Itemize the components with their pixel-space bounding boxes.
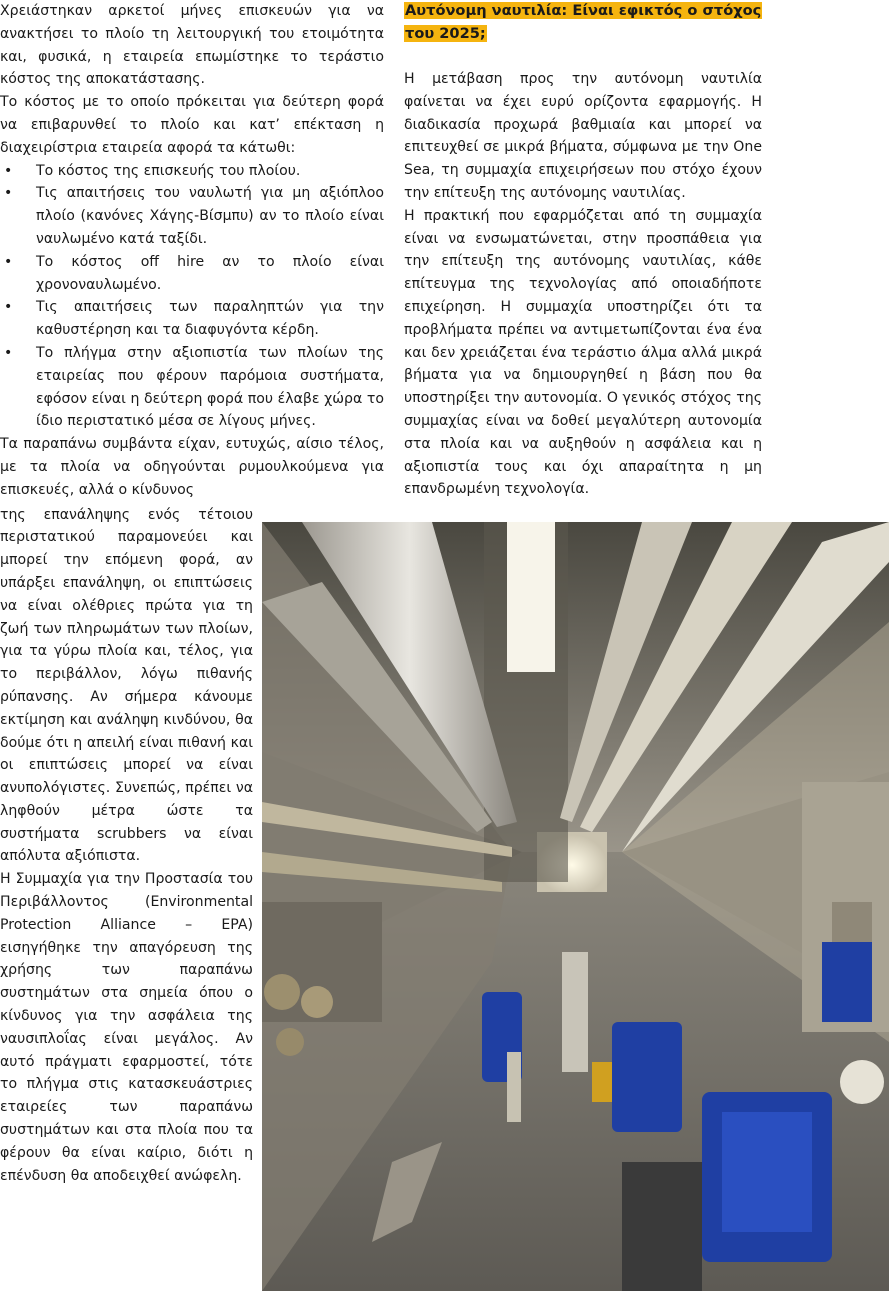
paragraph: της επανάληψης ενός τέτοιου περιστατικού παραμονεύει και μπορεί την επόμενη φορά, αν υπάρξει επανάληψη, οι επιπτώσεις να είναι ολέθριες πρώτα για τη ζωή των πληρωμάτων των πλοίων, για τα γύρω πλοία και, τέλος, για το περιβάλλον, λόγω πιθανής ρύπανσης. Αν σήμερα κάνουμε εκτίμηση και ανάληψη κινδύνου, θα δούμε ότι η απειλή είναι πιθανή και οι επιπτώσεις μπορεί να είναι ανυπολόγιστες. Συνεπώς, πρέπει να ληφθούν μέτρα ώστε τα συστήματα scrubbers να είναι απόλυτα αξιόπιστα.	[0, 506, 253, 865]
cost-list	[0, 160, 384, 434]
pump-motor	[612, 1022, 682, 1132]
paragraph: Η Συμμαχία για την Προστασία του Περιβάλλοντος (Environmental Protection Alliance – EPA) εισηγήθηκε την απαγόρευση της χρήσης των παραπάνω συστημάτων στα σημεία όπου ο κίνδυνος για την ασφάλεια της ναυσιπλοΐας είναι μεγάλος. Αν αυτό πράγματι εφαρμοστεί, τότε το πλήγμα στις κατασκευάστριες εταιρείες των παραπάνω συστημάτων και στα πλοία που τα φέρουν θα είναι καίριο, διότι η επένδυση θα αποδειχθεί ανώφελη.	[0, 871, 253, 1184]
section-heading: Αυτόνομη ναυτιλία: Είναι εφικτός ο στόχος του 2025;	[405, 2, 762, 42]
engine-room-illustration	[262, 522, 889, 1291]
list-item: • Το κόστος off hire αν το πλοίο είναι χρονοναυλωμένο.	[0, 251, 384, 297]
list-item: • Τις απαιτήσεις των παραληπτών για την καθυστέρηση και τα διαφυγόντα κέρδη.	[0, 296, 384, 342]
list-item: • Το κόστος της επισκευής του πλοίου.	[0, 160, 384, 183]
paragraph: Τα παραπάνω συμβάντα είχαν, ευτυχώς, αίσιο τέλος, με τα πλοία να οδηγούνται ρυμουλκούμενα για επισκευές, αλλά ο κίνδυνος	[0, 436, 384, 498]
engine-room-photo	[262, 522, 889, 1291]
section-heading-wrap	[404, 0, 762, 46]
right-column	[404, 0, 762, 501]
paragraph: Η πρακτική που εφαρμόζεται από τη συμμαχία είναι να ενσωματώνεται, στην προσπάθεια για την επίτευξη της αυτόνομης ναυτιλίας, κάθε επίτευγμα της τεχνολογίας από οποιαδήποτε επιχείρηση. Η συμμαχία υποστηρίζει ότι τα προβλήματα πρέπει να αντιμετωπίζονται ένα ένα και δεν χρειάζεται ένα τεράστιο άλμα αλλά μικρά βήματα για να δημιουργηθεί η βάση που θα υποστηρίξει την αυτονομία. Ο γενικός στόχος της συμμαχίας είναι να δοθεί μεγαλύτερη αυτονομία στα πλοία και να αυξηθούν η ασφάλεια και η αξιοπιστία τους και όχι απαραίτητα η μη επανδρωμένη τεχνολογία.	[404, 207, 762, 498]
paragraph: Χρειάστηκαν αρκετοί μήνες επισκευών για να ανακτήσει το πλοίο τη λειτουργική του ετοιμότητα και, φυσικά, η εταιρεία επωμίστηκε το τεράστιο κόστος της αποκατάστασης.	[0, 3, 384, 88]
list-item: • Το πλήγμα στην αξιοπιστία των πλοίων της εταιρείας που φέρουν παρόμοια συστήματα, εφόσον είναι η δεύτερη φορά που έλαβε χώρα το ίδιο περιστατικό μέσα σε λίγους μήνες.	[0, 342, 384, 433]
paragraph: Το κόστος με το οποίο πρόκειται για δεύτερη φορά να επιβαρυνθεί το πλοίο και κατ’ επέκταση η διαχειρίστρια εταιρεία αφορά τα κάτωθι:	[0, 94, 384, 156]
list-item: • Τις απαιτήσεις του ναυλωτή για μη αξιόπλοο πλοίο (κανόνες Χάγης-Βίσμπυ) αν το πλοίο είναι ναυλωμένο κατά ταξίδι.	[0, 182, 384, 250]
paragraph: Η μετάβαση προς την αυτόνομη ναυτιλία φαίνεται να έχει ευρύ ορίζοντα εφαρμογής. Η διαδικασία προχωρά βαθμιαία και μπορεί να επιτευχθεί σε μικρά βήματα, σύμφωνα με την One Sea, τη συμμαχία επιχειρήσεων που στόχο έχουν την επίτευξη της αυτόνομης ναυτιλίας.	[404, 71, 762, 201]
text-beside-photo	[0, 504, 253, 1188]
